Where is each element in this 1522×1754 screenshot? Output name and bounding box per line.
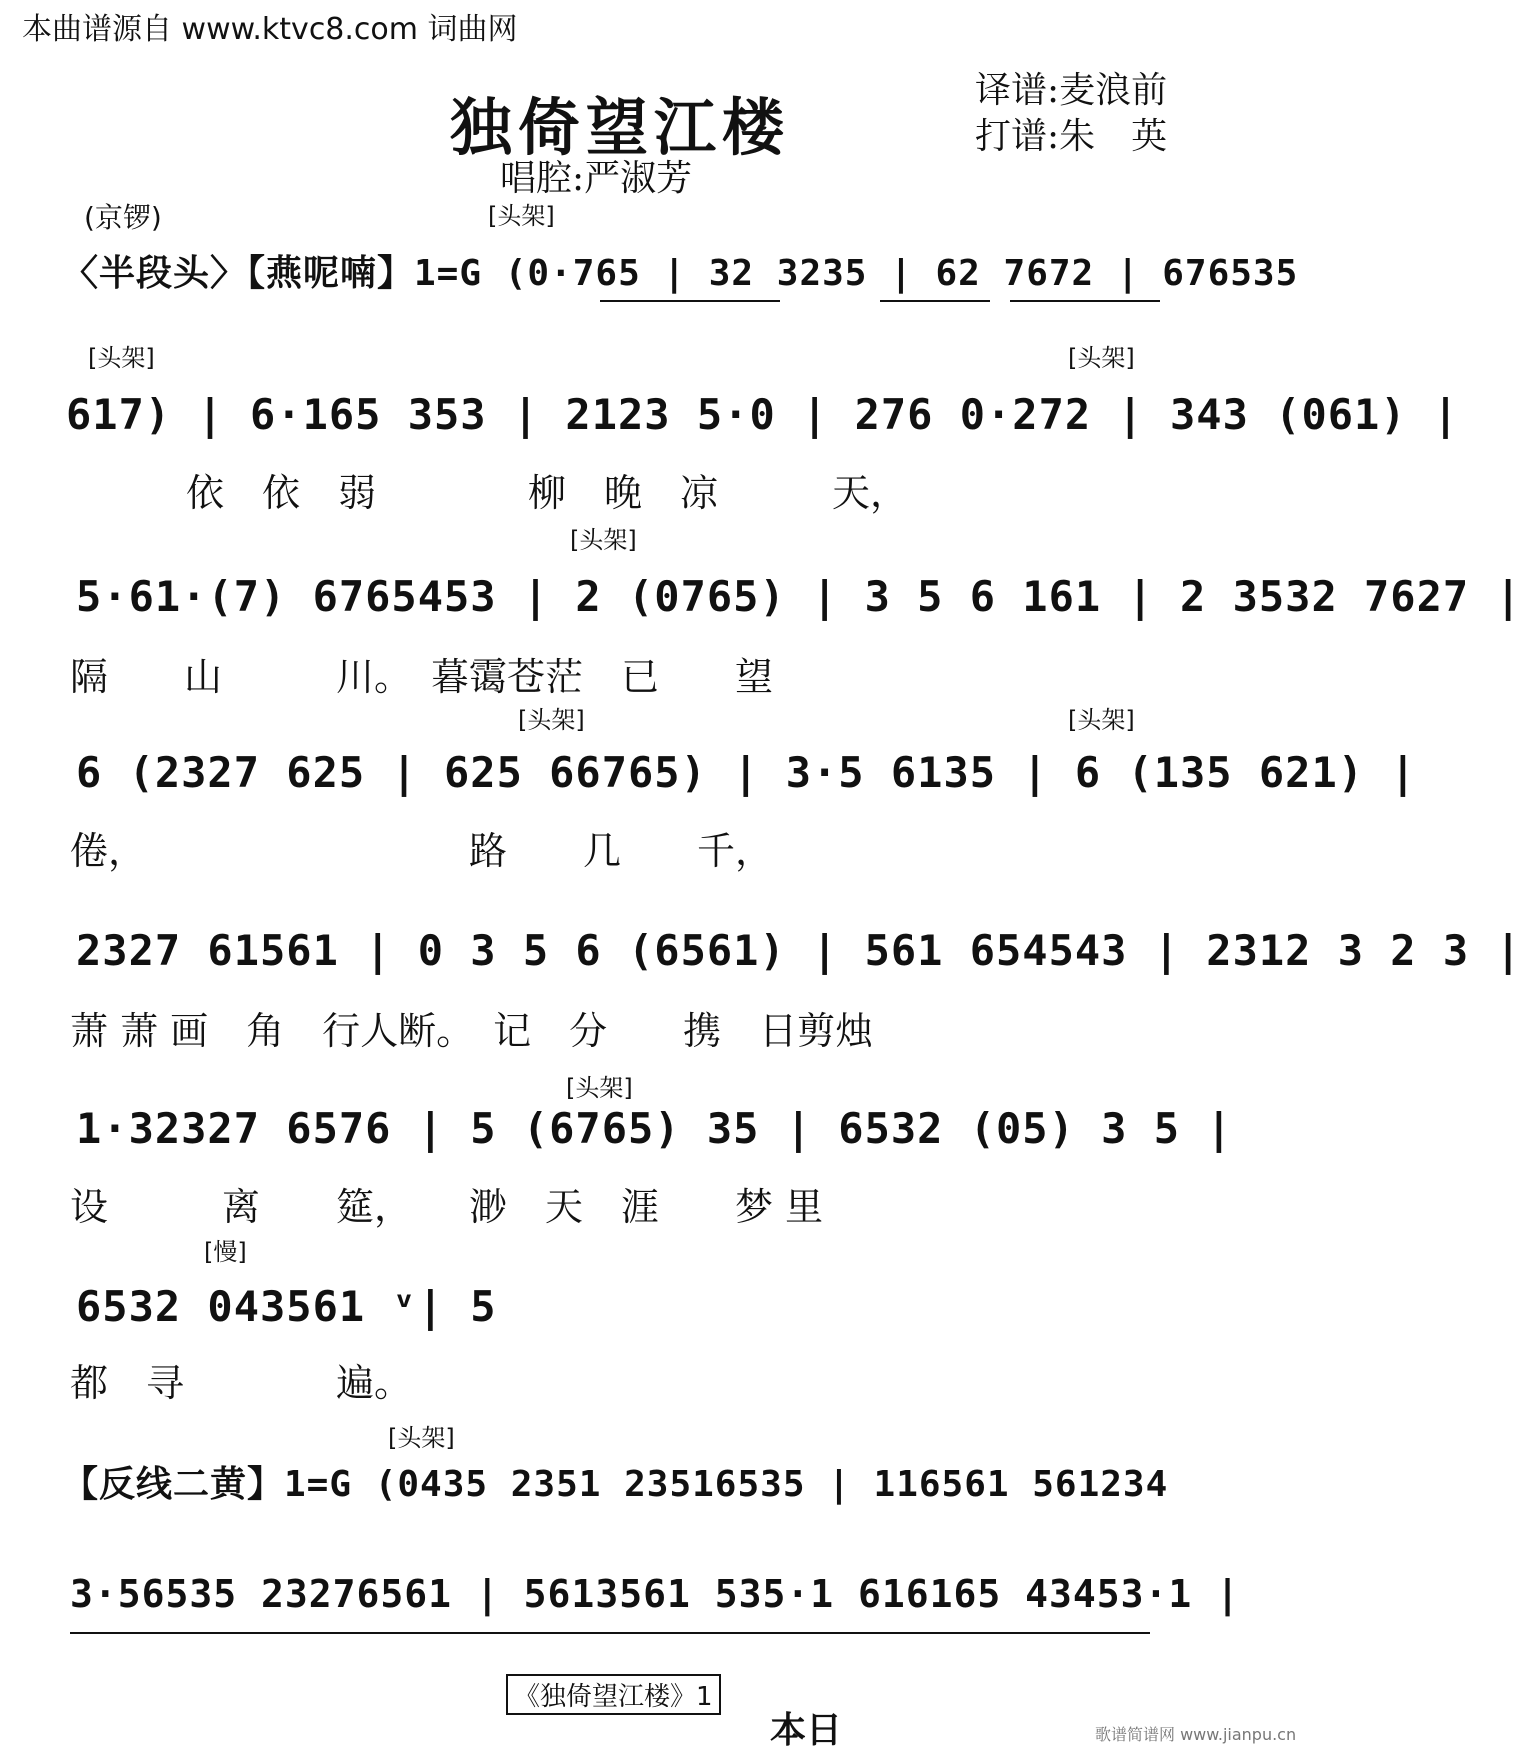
tag-label: [头架]	[488, 202, 555, 230]
tag-label: [慢]	[204, 1238, 247, 1266]
footer-label: 《独倚望江楼》1	[506, 1674, 721, 1715]
tag-label: [头架]	[1068, 344, 1135, 372]
tag-label: [头架]	[570, 526, 637, 554]
source-line: 本曲谱源自 www.ktvc8.com 词曲网	[22, 12, 518, 47]
translator-credit: 译谱:麦浪前	[975, 70, 1168, 111]
lyric-row: 依 依 弱 柳 晚 凉 天，	[186, 471, 909, 515]
beam-line	[600, 300, 780, 302]
notation-row: 【反线二黄】1=G (0435 2351 23516535 | 116561 561234	[62, 1464, 1169, 1505]
watermark: 歌谱简谱网 www.jianpu.cn	[1095, 1725, 1297, 1744]
lyric-row: 隔 山 川。 暮霭苍茫 已 望	[70, 655, 774, 699]
notation-row: 2327 61561 | 0 3 5 6 (6561) | 561 654543 | 2312 3 2 3 |	[76, 926, 1522, 975]
page-title: 独倚望江楼	[449, 91, 790, 164]
tag-label: [头架]	[388, 1424, 455, 1452]
notation-row: 6532 043561 ᵛ| 5	[76, 1282, 497, 1331]
cue-text: (京锣)	[84, 201, 162, 234]
beam-line	[1010, 300, 1160, 302]
beam-line	[70, 1632, 1150, 1634]
tag-label: [头架]	[88, 344, 155, 372]
notation-row: 1·32327 6576 | 5 (6765) 35 | 6532 (05) 3 5 |	[76, 1104, 1233, 1153]
notation-row: 〈半段头〉【燕呢喃】1=G (0·765 | 32 3235 | 62 7672 | 676535	[62, 253, 1299, 294]
beam-line	[880, 300, 990, 302]
typesetter-credit: 打谱:朱 英	[975, 116, 1168, 157]
lyric-row: 萧 萧 画 角 行人断。 记 分 携 日剪烛	[70, 1009, 874, 1053]
tag-label: [头架]	[566, 1074, 633, 1102]
lyric-row: 都 寻 遍。	[70, 1361, 413, 1405]
tag-label: [头架]	[1068, 706, 1135, 734]
notation-row: 6 (2327 625 | 625 66765) | 3·5 6135 | 6 (135 621) |	[76, 748, 1417, 797]
corner-mark: 本日	[770, 1709, 843, 1751]
tag-label: [头架]	[518, 706, 585, 734]
lyric-row: 设 离 筵， 渺 天 涯 梦 里	[70, 1185, 824, 1229]
notation-row: 617) | 6·165 353 | 2123 5·0 | 276 0·272 | 343 (061) |	[66, 390, 1460, 439]
lyric-row: 倦， 路 几 千，	[70, 829, 774, 873]
singer-credit: 唱腔:严淑芳	[500, 158, 693, 199]
notation-row: 3·56535 23276561 | 5613561 535·1 616165 43453·1 |	[70, 1572, 1241, 1616]
notation-row: 5·61·(7) 6765453 | 2 (0765) | 3 5 6 161 | 2 3532 7627 |	[76, 572, 1522, 621]
